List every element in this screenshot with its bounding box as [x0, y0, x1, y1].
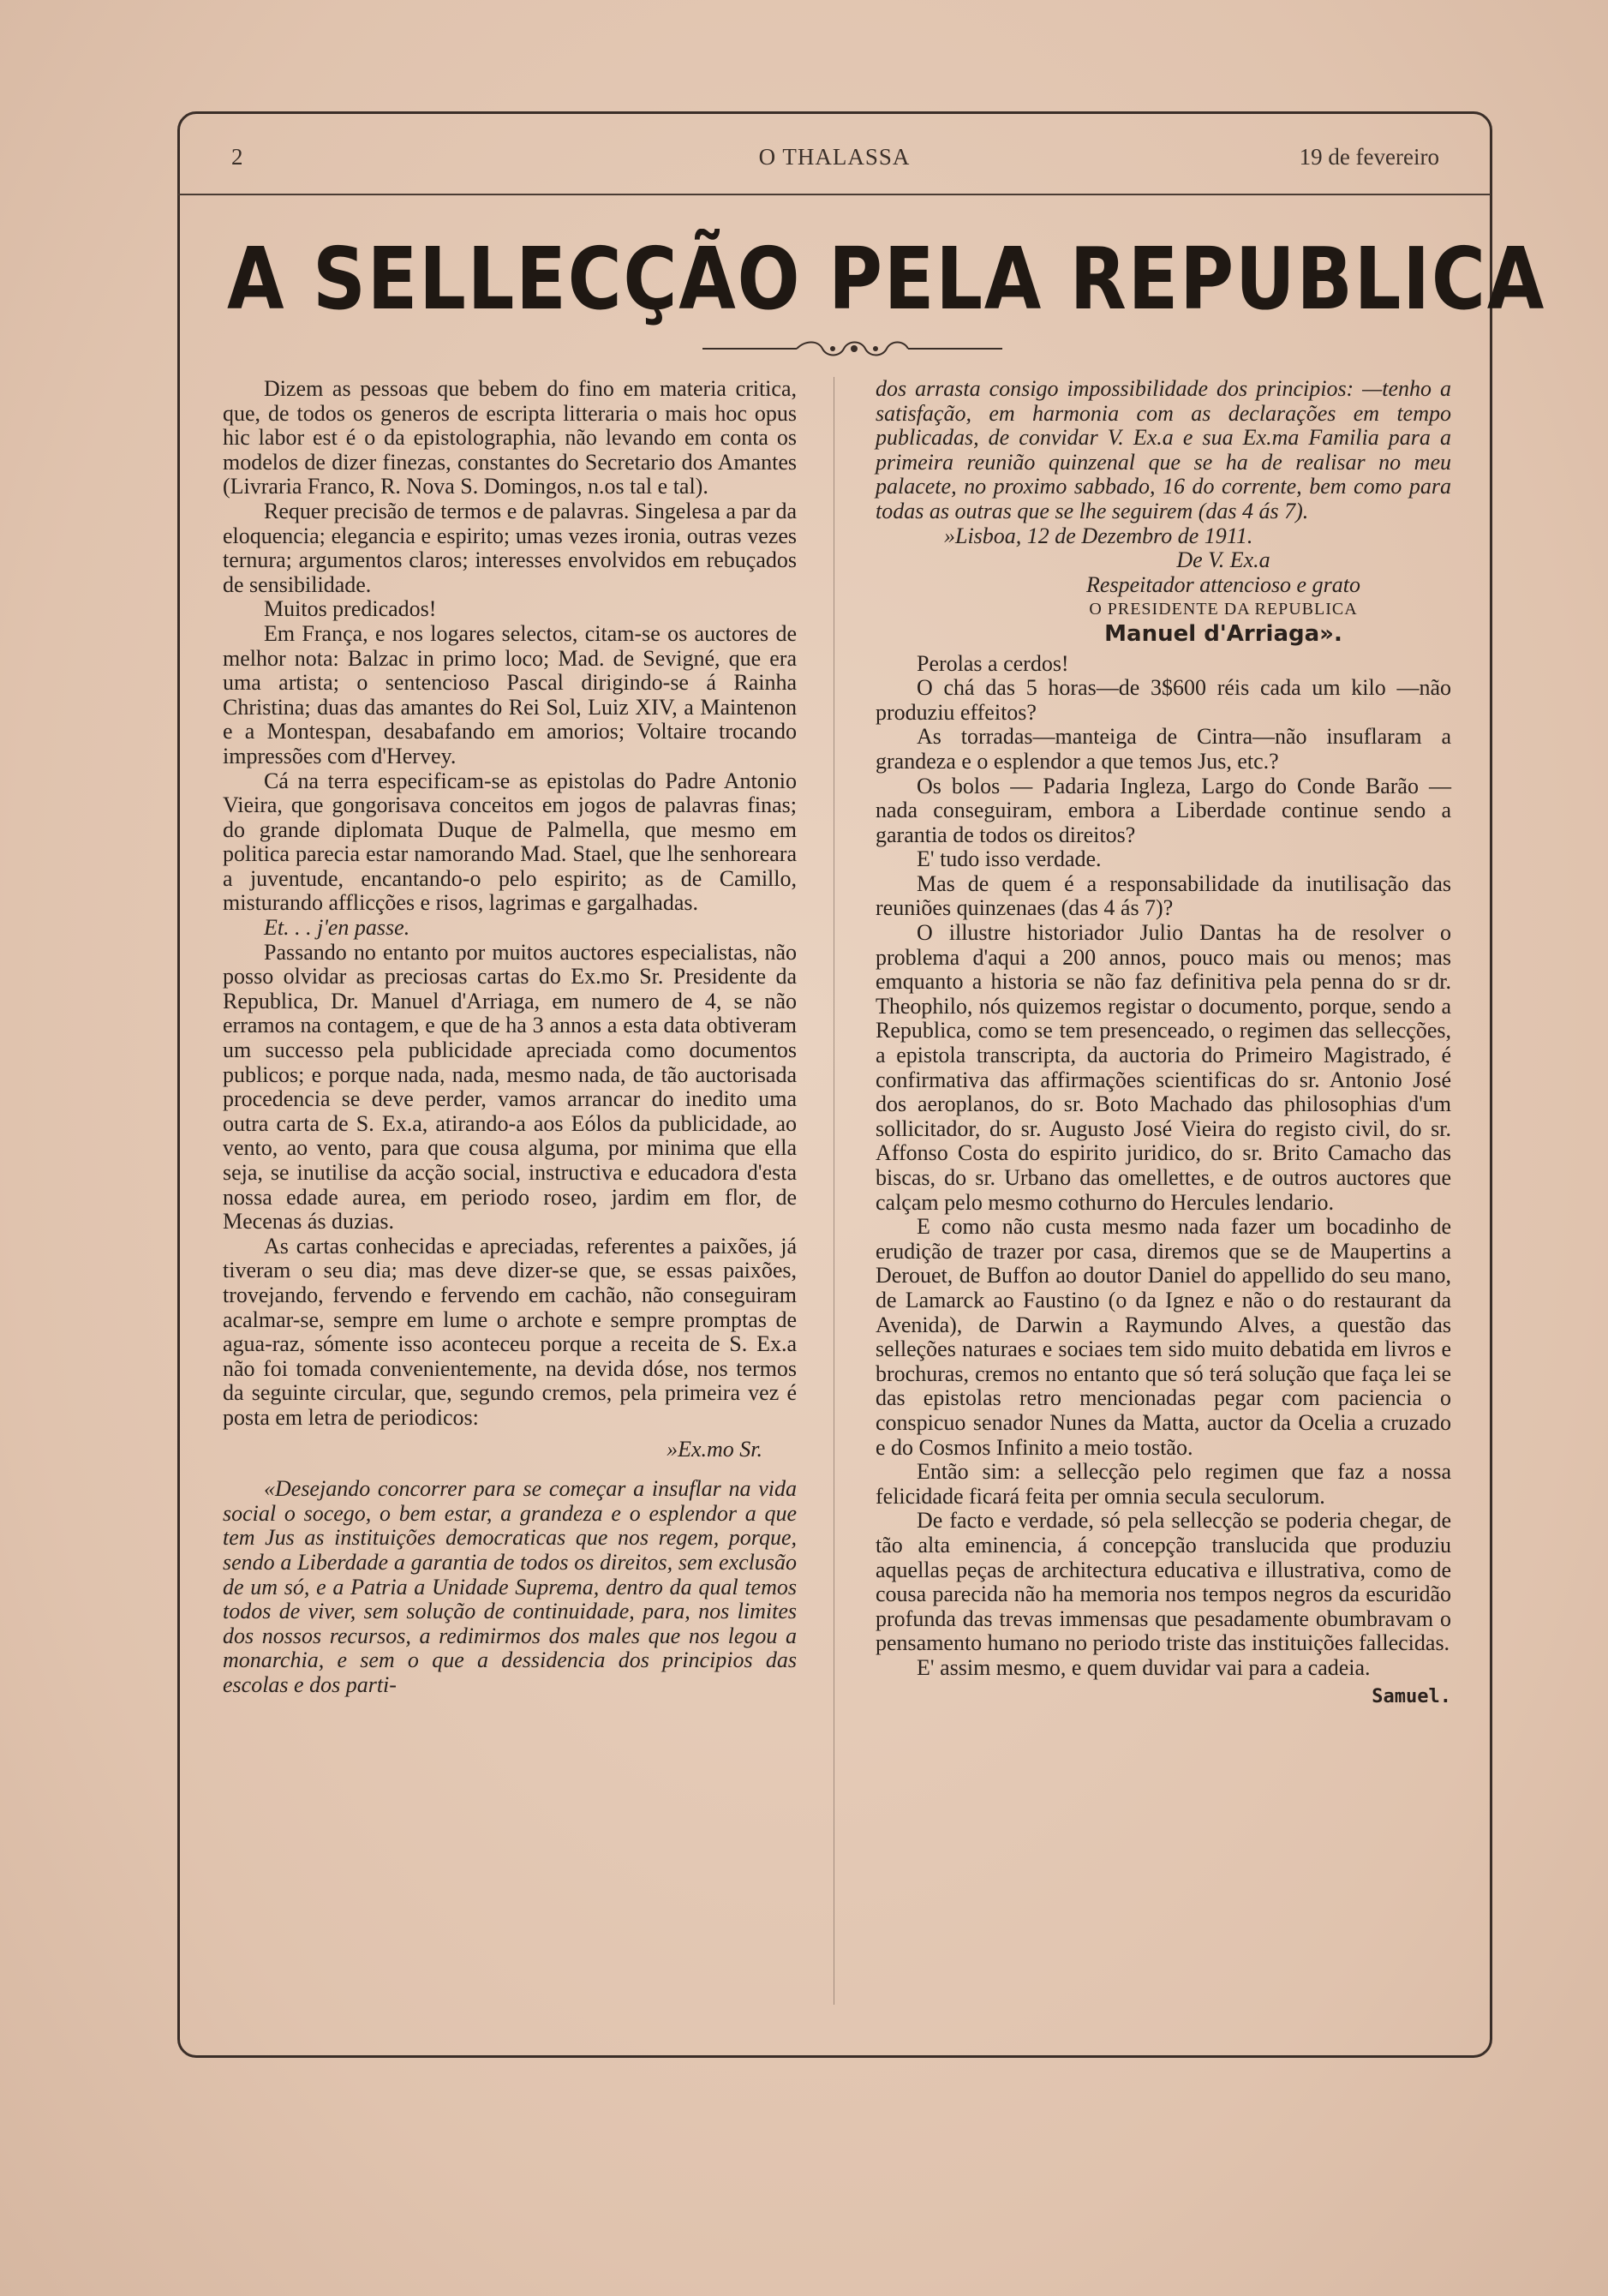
- letter-body-continued: dos arrasta consigo impossibilidade dos principios: —tenho a satisfação, em harmonia com as declarações em tempo publicadas, de convidar V. Ex.a e sua Ex.ma Familia para a primeira reunião quinzenal que se ha de realisar no meu palacete, no proximo sabbado, 16 do corrente, bem como para todas as outras que se lhe seguirem (das 4 ás 7).: [876, 376, 1451, 523]
- letter-closing: Respeitador attencioso e grato: [1086, 571, 1360, 597]
- newspaper-name: O THALASSA: [758, 144, 911, 170]
- paragraph: Requer precisão de termos e de palavras. Singelesa a par da eloquencia; elegancia e espirito; umas vezes ironia, outras vezes ternura; argumentos claros; interesses envolvidos em rebuçados de sensibilidade.: [223, 498, 797, 597]
- letter-body: «Desejando concorrer para se começar a insuflar na vida social o socego, o bem estar, a grandeza e o esplendor a que tem Jus as instituições democraticas que nos regem, porque, sendo a Liberdade a garantia de todos os direitos, sem exclusão de um só, e a Patria a Unidade Suprema, dentro da qual temos todos de viver, sem solução de continuidade, para, nos limites dos nossos recursos, a redimirmos dos males que nos legou a monarchia, e sem o que a dessidencia dos principios das escolas e dos parti-: [223, 1476, 797, 1697]
- paragraph: Dizem as pessoas que bebem do fino em materia critica, que, de todos os generos de escripta litteraria o mais hoc opus hic labor est é o da epistolographia, não levando em conta os modelos de dizer finezas, constantes do Secretario dos Amantes (Livraria Franco, R. Nova S. Domingos, n.os tal e tal).: [223, 376, 797, 499]
- article-column-right: [876, 377, 1451, 1710]
- paragraph: O illustre historiador Julio Dantas ha de resolver o problema d'aqui a 200 annos, pouco mais ou menos; mas emquanto a historia se não faz definitiva pela penna do sr dr. Theophilo, nós quizemos registar o documento, porque, sendo a Republica, como se tem presenceado, o regimen das sellecções, a epistola transcripta, da auctoria do Primeiro Magistrado, é confirmativa das affirmações scientificas do sr. Antonio José dos aeroplanos, do sr. Boto Machado das philosophias d'um sollicitador, do sr. Augusto José Vieira do registo civil, do sr. Affonso Costa do espirito juridico, do sr. Brito Camacho das biscas, do sr. Urbano das omellettes, e de outros auctores que calçam pelo mesmo cothurno do Hercules lendario.: [876, 920, 1451, 1215]
- letter-signature: Manuel d'Arriaga».: [1104, 620, 1342, 647]
- header-rule: [178, 194, 1491, 195]
- paragraph: E como não custa mesmo nada fazer um bocadinho de erudição de trazer por casa, diremos que se de Maupertins a Derouet, de Buffon ao doutor Daniel do appellido do seu mano, de Lamarck ao Faustino (o da Ignez e não o do restaurant da Avenida), de Darwin a Raymundo Alves, a questão das selleções naturaes e sociaes tem sido muito debatida em livros e brochuras, cremos no entanto que só terá solução que faça lei se das epistolas retro mencionadas pegar com paciencia o conspicuo senador Nunes da Matta, auctor da Ocelia a cruzado e do Cosmos Infinito a meio tostão.: [876, 1214, 1451, 1460]
- paragraph: Mas de quem é a responsabilidade da inutilisação das reuniões quinzenaes (das 4 ás 7)?: [876, 870, 1451, 921]
- ornament-divider-icon: [702, 337, 1002, 361]
- paragraph: E' tudo isso verdade.: [917, 846, 1102, 872]
- paragraph: De facto e verdade, só pela sellecção se poderia chegar, de tão alta eminencia, á concepção translucida que produziu aquellas peças de architectura educativa e illustrativa, como de cousa parecida não ha memoria nos tempos negros da escuridão profunda das trevas immensas que pesadamente obumbravam o pensamento humano no periodo triste das instituições fallecidas.: [876, 1508, 1451, 1656]
- paragraph: As torradas—manteiga de Cintra—não insuflaram a grandeza e o esplendor a que temos Jus, etc.?: [876, 724, 1451, 774]
- paragraph: E' assim mesmo, e quem duvidar vai para a cadeia.: [917, 1654, 1371, 1680]
- page-header: [178, 137, 1491, 182]
- spacer: [223, 1462, 797, 1477]
- paragraph: Cá na terra especificam-se as epistolas do Padre Antonio Vieira, que gongorisava conceitos em jogos de palavras finas; do grande diplomata Duque de Palmella, que mesmo em politica parecia estar namorando Mad. Stael, que lhe senhoreara a juventude, encantando-o pelo espirito; as de Camillo, misturando afflicções e risos, lagrimas e gargalhadas.: [223, 768, 797, 916]
- paragraph: Et. . . j'en passe.: [264, 915, 410, 941]
- letter-signatory-title: O PRESIDENTE DA REPUBLICA: [1089, 600, 1358, 619]
- letter-closing: De V. Ex.a: [1176, 547, 1270, 573]
- author-signature: Samuel.: [1372, 1686, 1451, 1708]
- paragraph: Passando no entanto por muitos auctores especialistas, não posso olvidar as preciosas cartas do Ex.mo Sr. Presidente da Republica, Dr. Manuel d'Arriaga, em numero de 4, se não erramos na contagem, e que de ha 3 annos a esta data obtiveram um successo pela publicidade apreciada como documentos publicos; e porque nada, nada, mesmo nada, de tão auctorisada procedencia se deve perder, vamos arrancar do inedito uma outra carta de S. Ex.a, atirando-a aos Eólos da publicidade, ao vento, ao vento, para que cousa alguma, por minima que ella seja, se inutilise da acção social, instructiva e educadora d'esta nossa edade aurea, em periodo roseo, jardim em flor, de Mecenas ás duzias.: [223, 939, 797, 1235]
- article-headline: A SELLECÇÃO PELA REPUBLICA: [227, 229, 1546, 329]
- letter-salutation: »Ex.mo Sr.: [667, 1436, 762, 1462]
- paragraph: Muitos predicados!: [264, 596, 437, 622]
- paragraph: Então sim: a sellecção pelo regimen que faz a nossa felicidade ficará feita per omnia secula seculorum.: [876, 1459, 1451, 1509]
- paragraph: Perolas a cerdos!: [917, 650, 1069, 676]
- paragraph: Em França, e nos logares selectos, citam-se os auctores de melhor nota: Balzac in primo loco; Mad. de Sevigné, que era uma artista; o sentencioso Pascal dirigindo-se á Rainha Christina; duas das amantes do Rei Sol, Luiz XIV, a Maintenon e a Montespan, desabafando em amorios; Voltaire trocando impressões com d'Hervey.: [223, 620, 797, 768]
- paragraph: Os bolos — Padaria Ingleza, Largo do Conde Barão — nada conseguiram, embora a Liberdade continue sendo a garantia de todos os direitos?: [876, 773, 1451, 847]
- article-column-left: [223, 377, 797, 1697]
- issue-date: 19 de fevereiro: [1299, 144, 1439, 170]
- paragraph: As cartas conhecidas e apreciadas, referentes a paixões, já tiveram o seu dia; mas deve dizer-se que, se essas paixões, trovejando, fervendo e fervendo em cachão, não conseguiram acalmar-se, sempre em lume o archote e sempre promptas de agua-raz, sómente isso aconteceu porque a receita de S. Ex.a não foi tomada convenientemente, na devida dóse, nos termos da seguinte circular, que, segundo cremos, pela primeira vez é posta em letra de periodicos:: [223, 1233, 797, 1430]
- page-number: 2: [231, 144, 243, 170]
- letter-place-date: »Lisboa, 12 de Dezembro de 1911.: [944, 523, 1253, 548]
- paragraph: O chá das 5 horas—de 3$600 réis cada um kilo —não produziu effeitos?: [876, 675, 1451, 725]
